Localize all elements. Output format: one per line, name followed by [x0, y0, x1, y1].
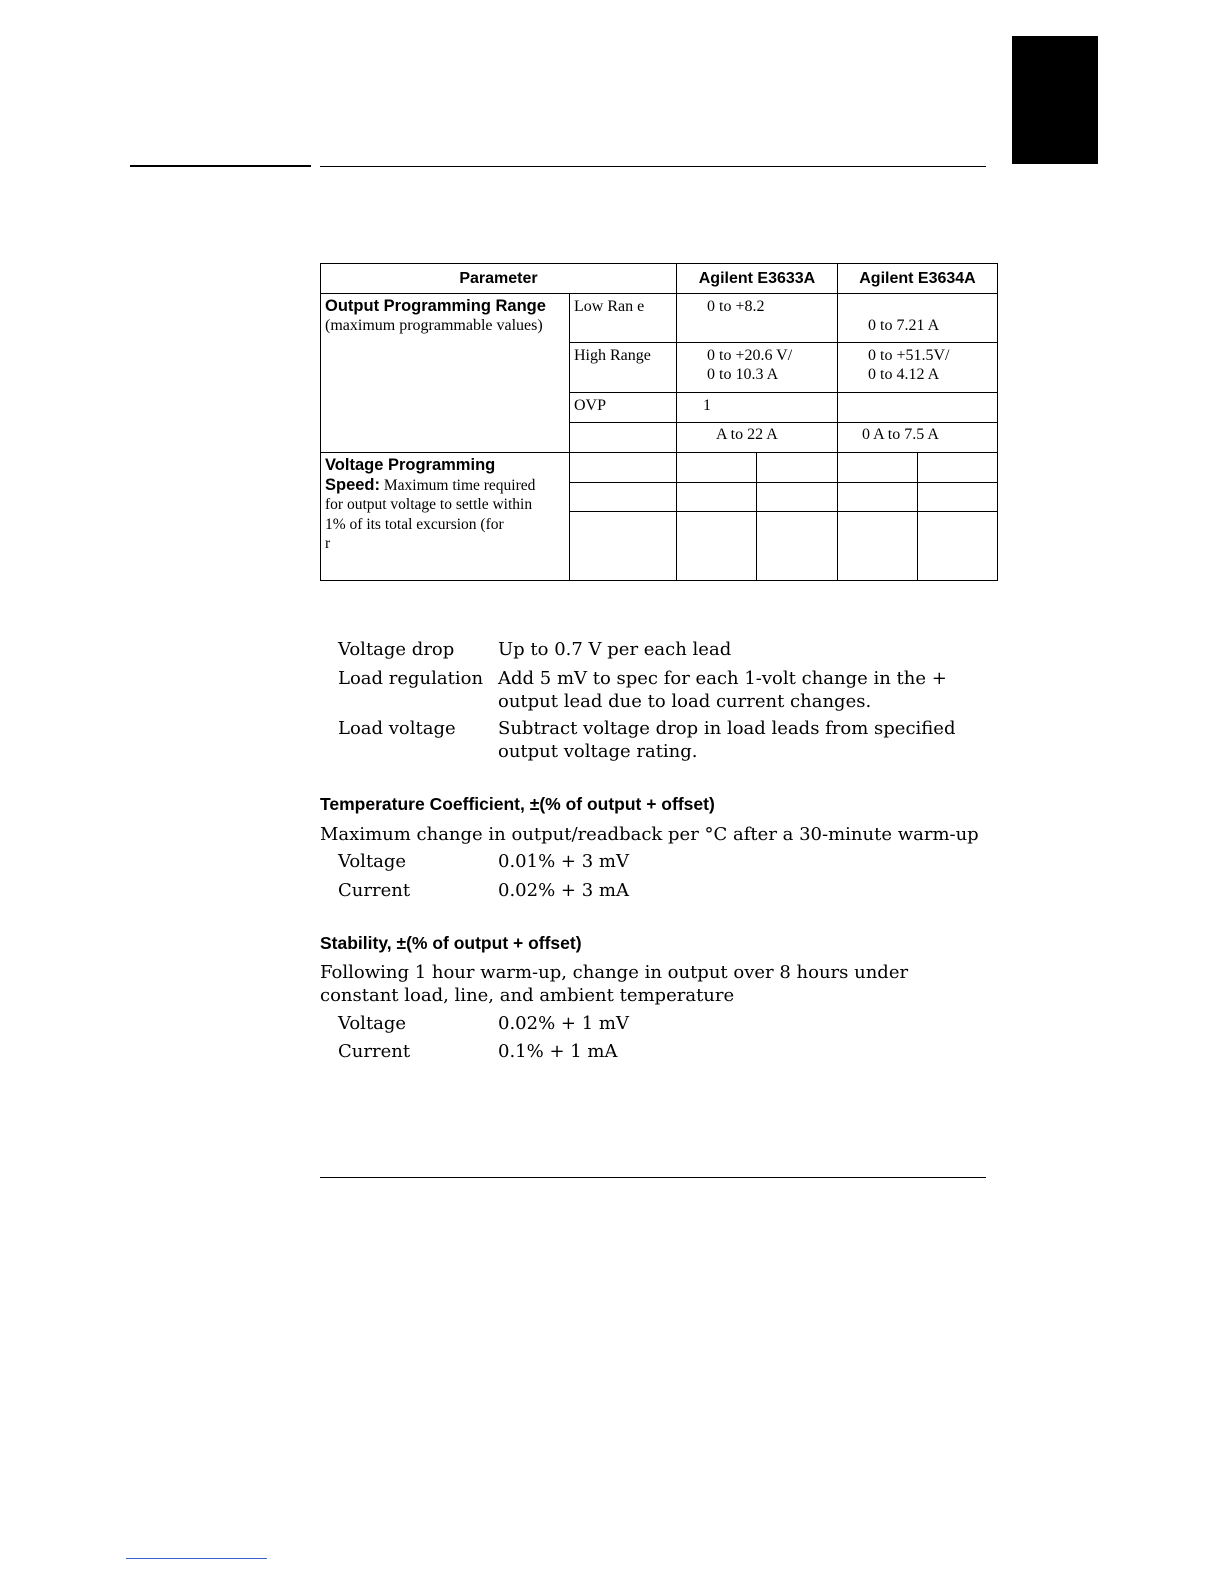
- high-range-label: High Range: [570, 343, 677, 393]
- high-range-e3634a: [838, 343, 998, 393]
- header-e3634a: Agilent E3634A: [838, 264, 998, 294]
- footer-link-underline[interactable]: [126, 1558, 267, 1559]
- temperature-voltage-label: Voltage: [338, 851, 407, 872]
- speed-desc-line3: 1% of its total excursion (for: [325, 515, 504, 533]
- ocp-e3633a: A to 22 A: [677, 423, 838, 453]
- stability-description: Following 1 hour warm-up, change in output over 8 hours under constant load, line, and ambient temperature: [320, 962, 909, 1006]
- voltage-programming-cell: [321, 453, 570, 581]
- high-range-e3634a-current: 0 to 4.12 A: [868, 366, 940, 383]
- output-programming-title: Output Programming Range: [325, 297, 546, 315]
- speed-desc-line1: Maximum time required: [383, 476, 536, 494]
- output-programming-cell: [321, 294, 570, 453]
- header-parameter: Parameter: [321, 264, 677, 294]
- voltage-drop-label: Voltage drop: [338, 639, 455, 660]
- low-range-e3633a: 0 to +8.2: [677, 294, 838, 343]
- stability-voltage-label: Voltage: [338, 1013, 407, 1034]
- output-programming-subtitle: (maximum programmable values): [325, 317, 543, 334]
- load-voltage-value: Subtract voltage drop in load leads from specified output voltage rating.: [498, 718, 956, 762]
- low-range-label: Low Ran e: [570, 294, 677, 343]
- load-regulation-value: Add 5 mV to spec for each 1-volt change in the + output lead due to load current changes.: [498, 668, 947, 712]
- stability-current-label: Current: [338, 1041, 411, 1062]
- voltage-programming-title: Voltage Programming: [325, 456, 496, 474]
- table-header-row: [321, 264, 998, 294]
- table-cell: [757, 453, 838, 483]
- table-cell: [918, 453, 998, 483]
- speed-desc-line4: r: [325, 535, 331, 552]
- stability-heading: Stability, ±(% of output + offset): [320, 933, 582, 953]
- temperature-heading: Temperature Coefficient, ±(% of output + offset): [320, 794, 715, 814]
- table-cell: [918, 512, 998, 581]
- load-regulation-label: Load regulation: [338, 668, 484, 689]
- table-cell: [918, 483, 998, 512]
- table-cell: [677, 483, 757, 512]
- table-cell: [757, 512, 838, 581]
- temperature-current-label: Current: [338, 880, 411, 901]
- stability-voltage-value: 0.02% + 1 mV: [498, 1013, 629, 1034]
- temperature-voltage-value: 0.01% + 3 mV: [498, 851, 629, 872]
- header-rule-right: [320, 166, 986, 167]
- ovp-e3634a: [838, 393, 998, 423]
- high-range-e3634a-voltage: 0 to +51.5V/: [868, 347, 950, 364]
- table-row: [321, 294, 998, 343]
- ovp-e3633a: 1: [677, 393, 838, 423]
- table-cell: [838, 512, 918, 581]
- footer-rule: [320, 1177, 986, 1178]
- high-range-e3633a-current: 0 to 10.3 A: [707, 366, 779, 383]
- ocp-label: [570, 423, 677, 453]
- temperature-description: Maximum change in output/readback per °C after a 30-minute warm-up: [320, 824, 979, 845]
- load-voltage-label: Load voltage: [338, 718, 456, 739]
- table-cell: [677, 512, 757, 581]
- table-cell: [838, 483, 918, 512]
- high-range-e3633a: [677, 343, 838, 393]
- spec-table: [320, 263, 998, 581]
- table-cell: [757, 483, 838, 512]
- table-cell: [838, 453, 918, 483]
- voltage-drop-value: Up to 0.7 V per each lead: [498, 639, 732, 660]
- header-rule-left: [130, 165, 311, 167]
- chapter-tab-block: [1012, 36, 1098, 164]
- table-cell: [570, 512, 677, 581]
- speed-desc-line2: for output voltage to settle within: [325, 496, 533, 513]
- table-cell: [570, 453, 677, 483]
- ovp-label: OVP: [570, 393, 677, 423]
- table-row: [321, 453, 998, 483]
- temperature-current-value: 0.02% + 3 mA: [498, 880, 629, 901]
- table-cell: [677, 453, 757, 483]
- ocp-e3634a: 0 A to 7.5 A: [838, 423, 998, 453]
- high-range-e3633a-voltage: 0 to +20.6 V/: [707, 347, 793, 364]
- header-e3633a: Agilent E3633A: [677, 264, 838, 294]
- low-range-e3634a: 0 to 7.21 A: [838, 294, 998, 343]
- table-cell: [570, 483, 677, 512]
- speed-label: Speed:: [325, 475, 381, 494]
- stability-current-value: 0.1% + 1 mA: [498, 1041, 618, 1062]
